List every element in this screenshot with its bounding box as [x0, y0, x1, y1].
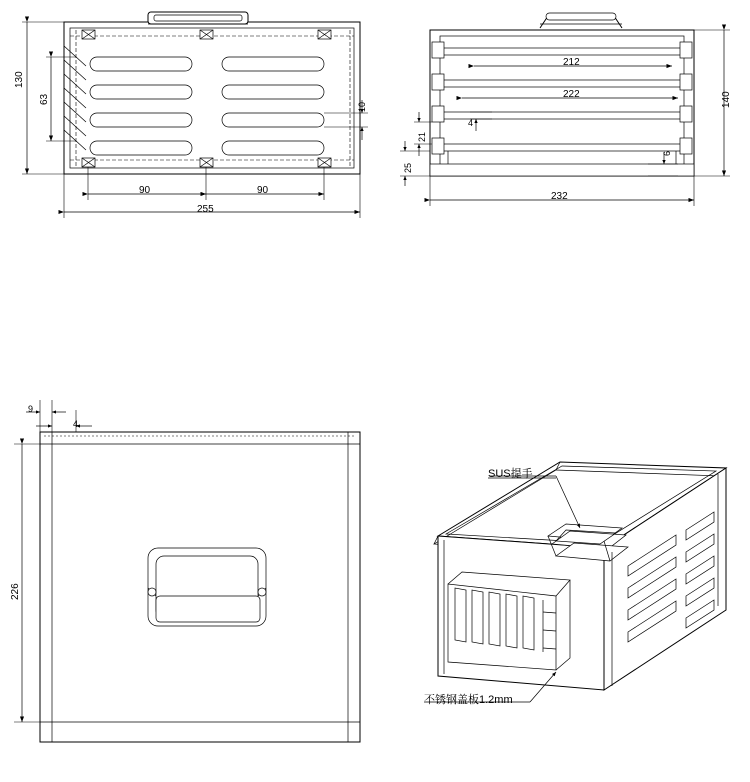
- iso-view-geometry: [434, 462, 726, 690]
- dim-top-90-left: 90: [139, 185, 151, 196]
- dim-side-6: 6: [662, 150, 672, 156]
- dim-side-140: 140: [721, 91, 732, 108]
- dim-side-25: 25: [403, 162, 413, 173]
- iso-handle: [548, 524, 628, 561]
- front-view-geometry: [40, 432, 360, 742]
- side-view-geometry: [430, 13, 694, 176]
- callout-sus-handle: SUS提手: [488, 468, 533, 480]
- dim-side-222: 222: [563, 89, 580, 100]
- dim-side-232: 232: [551, 191, 568, 202]
- top-view-geometry: [64, 12, 360, 174]
- dim-front-9: 9: [28, 404, 34, 414]
- dim-side-4: 4: [468, 118, 474, 128]
- dim-side-21: 21: [417, 131, 427, 142]
- dim-front-4: 4: [73, 419, 79, 429]
- front-handle: [148, 548, 266, 626]
- dim-top-63: 63: [39, 93, 50, 105]
- dim-top-255: 255: [197, 204, 214, 215]
- callout-stainless-cover: 不锈钢盖板1.2mm: [424, 694, 513, 706]
- dim-top-130: 130: [14, 71, 25, 88]
- dim-side-212: 212: [563, 57, 580, 68]
- dim-front-226: 226: [10, 583, 21, 600]
- dim-top-10: 10: [357, 101, 367, 112]
- dim-top-90-right: 90: [257, 185, 269, 196]
